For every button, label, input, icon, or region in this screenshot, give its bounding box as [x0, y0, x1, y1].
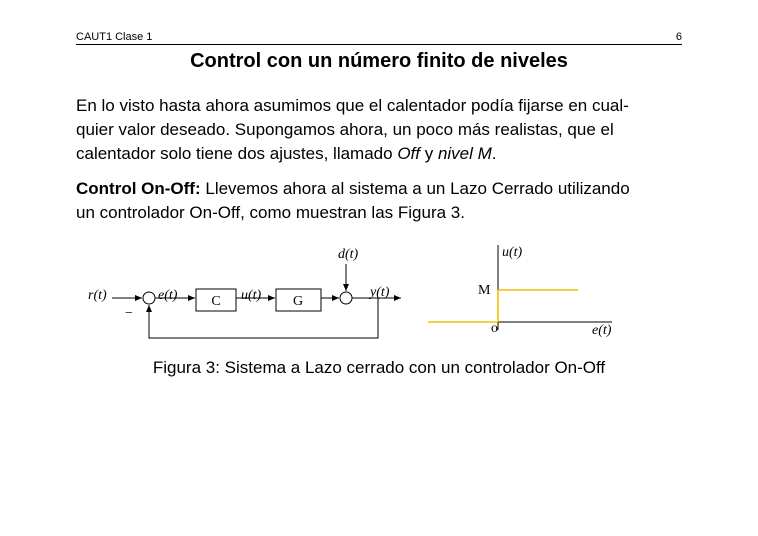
- paragraph-onoff-line2: un controlador On-Off, como muestran las Figura 3.: [76, 203, 465, 222]
- label-u: u(t): [241, 288, 262, 303]
- header-course-title: CAUT1 Clase 1: [76, 31, 153, 43]
- paragraph-intro-line3: calentador solo tiene dos ajustes, llamado: [76, 144, 398, 163]
- plot-u-label: u(t): [502, 245, 523, 260]
- term-nivel-m: nivel M: [437, 144, 492, 163]
- label-y: y(t): [370, 285, 390, 300]
- sentence-end: .: [491, 144, 497, 163]
- page-number: 6: [675, 31, 682, 43]
- summing-junction-2: [340, 292, 352, 304]
- section-title: Control con un número finito de niveles: [190, 50, 568, 72]
- summing-junction-1: [143, 292, 155, 304]
- minus-sign: −: [125, 306, 133, 321]
- term-off: Off: [397, 144, 420, 163]
- paragraph-intro-line1: En lo visto hasta ahora asumimos que el calentador podía fijarse en cual-: [76, 96, 629, 115]
- paragraph-intro-line2: quier valor deseado. Supongamos ahora, un poco más realistas, que el: [76, 120, 614, 139]
- paragraph-onoff-heading: Control On-Off:: [76, 179, 201, 198]
- paragraph-onoff-line1: Llevemos ahora al sistema a un Lazo Cerrado utilizando: [200, 179, 630, 198]
- figure-caption: Figura 3: Sistema a Lazo cerrado con un controlador On-Off: [152, 358, 606, 377]
- label-r: r(t): [88, 288, 107, 303]
- label-d: d(t): [338, 247, 359, 262]
- plot-origin-label: o: [491, 321, 498, 336]
- plant-label: G: [292, 294, 304, 309]
- connector-y: y: [419, 144, 438, 163]
- plot-m-label: M: [478, 283, 491, 298]
- label-e: e(t): [158, 288, 178, 303]
- controller-label: C: [211, 294, 221, 309]
- plot-e-label: e(t): [592, 323, 612, 338]
